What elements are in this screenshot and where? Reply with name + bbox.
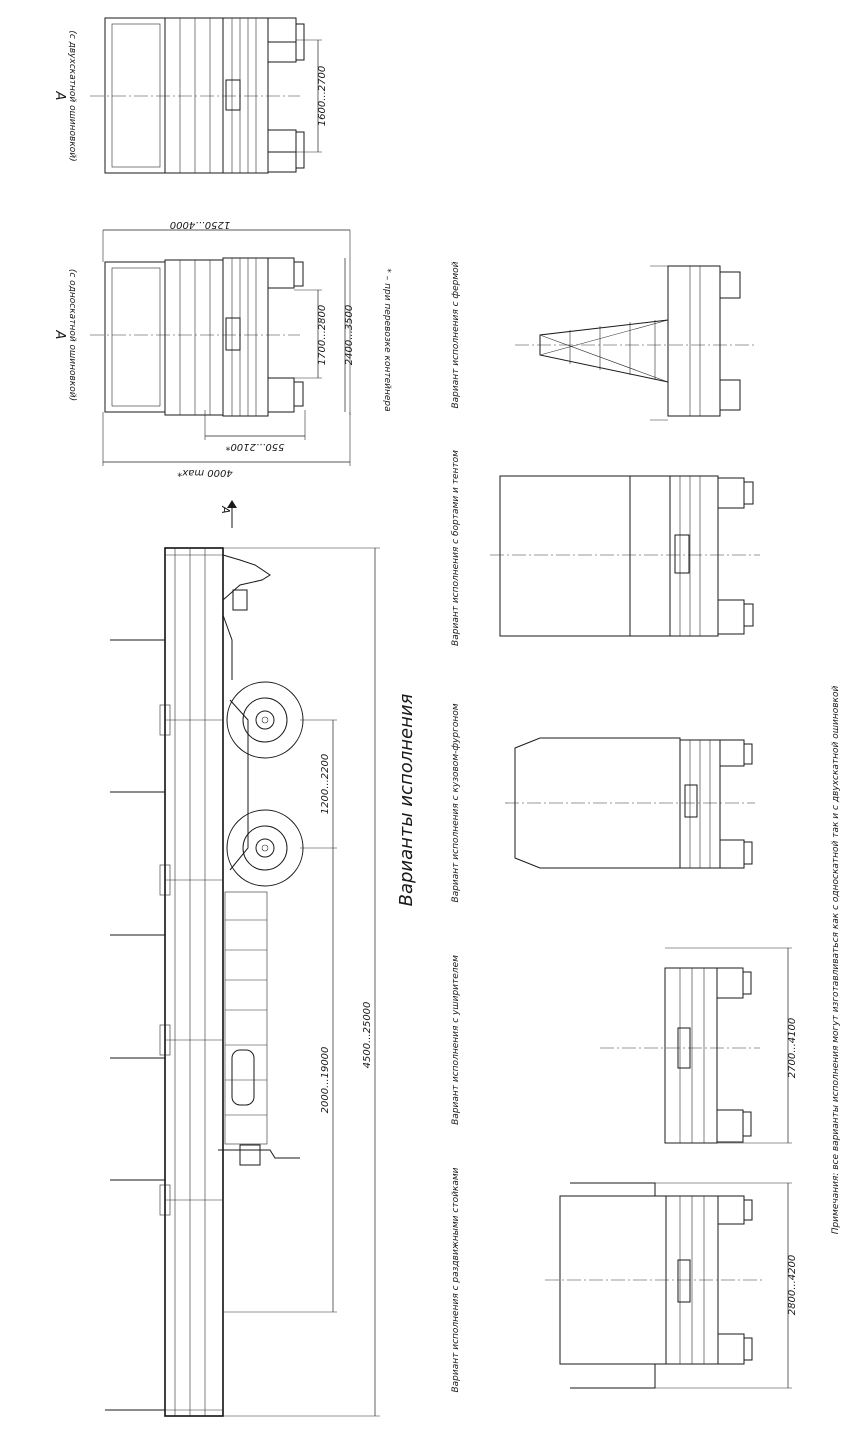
dim-platform: 2000...19000 [320,1046,331,1114]
variant-stakes [451,1167,798,1392]
dim-track-two-slope: 1600...2700 [317,65,328,127]
wheel-icon [227,682,303,758]
dim-axle-spacing: 1200...2200 [320,753,331,815]
variant-van [451,703,755,902]
dim-width: 1250...4000 [169,219,231,230]
view-a-one-slope [52,219,392,478]
view-a1-subtitle: (с односкатной ошиновкой) [67,268,77,402]
notes: Примечания: все варианты исполнения могут изготавливаться как с односкатной так и с двухскатной ошиновкой [831,685,841,1235]
wheel-icon [227,810,303,886]
view-a-two-slope [52,18,328,173]
view-arrow [219,500,237,528]
variant-label-widener: Вариант исполнения с уширителем [451,955,461,1125]
variant-tent [451,450,760,646]
variant-label-tent: Вариант исполнения с бортами и тентом [451,450,461,646]
dim-coupling: 550...2100* [225,441,285,452]
side-view-trailer [105,548,380,1416]
view-arrow-label: А [219,506,232,514]
dim-length-max: 4000 max* [177,467,233,478]
dim-total-length: 4500...25000 [362,1001,373,1069]
variant-label-stakes: Вариант исполнения с раздвижными стойками [451,1167,461,1393]
view-a1-title: А [52,330,67,340]
variant-truss [451,261,755,420]
dim-stakes: 2800...4200 [787,1254,798,1316]
dim-track-one-slope: 1700...2800 [317,304,328,366]
variant-label-van: Вариант исполнения с кузовом-фургоном [451,703,461,903]
view-a2-title: А [52,91,67,101]
view-a2-subtitle: (с двухскатной ошиновкой) [67,30,77,162]
variant-label-truss: Вариант исполнения с фермой [451,261,461,409]
variant-widener [451,948,798,1143]
dim-height-total: 2400...3500 [344,304,355,366]
dim-widener: 2700...4100 [787,1017,798,1079]
footnote: * – при перевозке контейнера [382,268,392,412]
variants-heading: Варианты исполнения [396,693,417,907]
